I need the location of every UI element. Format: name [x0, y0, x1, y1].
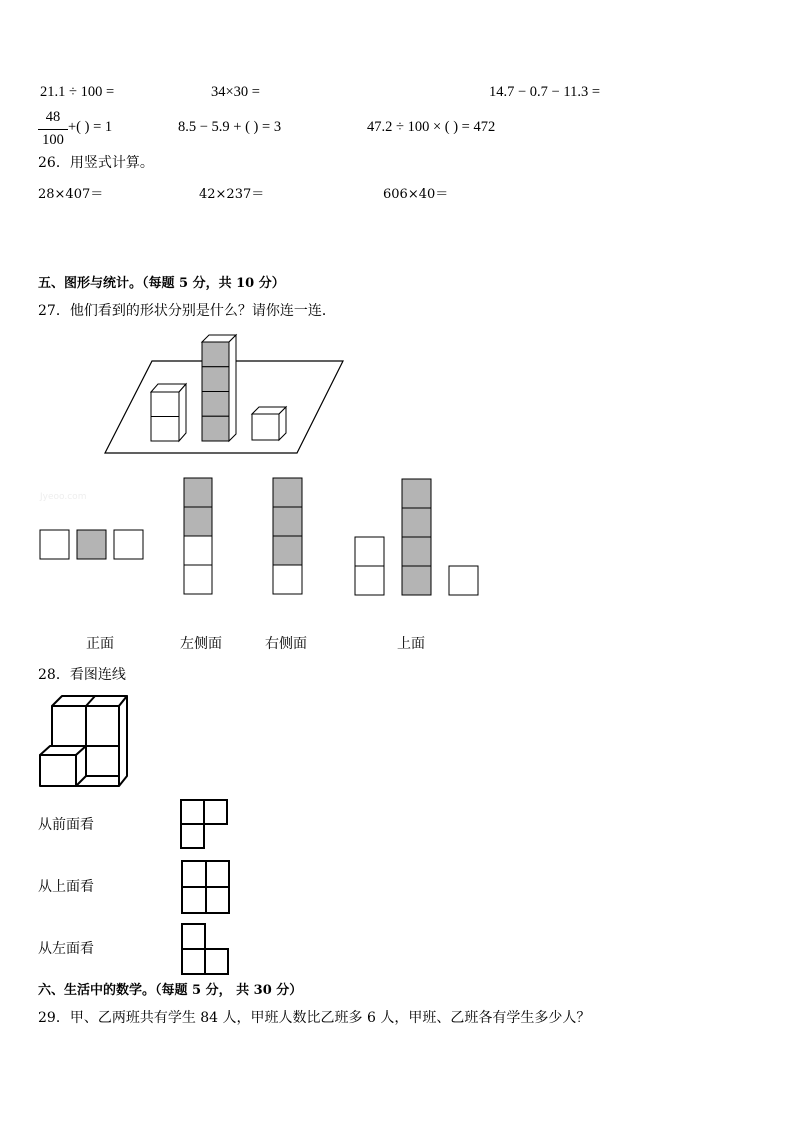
label-view-from-front: 从前面看 — [38, 817, 94, 833]
view-option-b — [184, 478, 212, 594]
expr-8-5-minus-5-9: 8.5 − 5.9 + ( ) = 3 — [178, 119, 282, 135]
label-view-from-left: 从左面看 — [38, 941, 94, 957]
view-option-d — [355, 479, 478, 595]
view-option-c — [273, 478, 302, 594]
watermark: Jyeoo.com — [40, 492, 87, 502]
question-28-3d-figure — [40, 696, 127, 786]
question-26-title: 26．用竖式计算。 — [38, 155, 154, 171]
expr-47-2-div-100: 47.2 ÷ 100 × ( ) = 472 — [367, 119, 496, 135]
section-6-heading: 六、生活中的数学。（每题 5 分， 共 30 分） — [38, 983, 303, 998]
q28-view-option-3 — [182, 924, 228, 974]
label-view-from-top: 从上面看 — [38, 879, 94, 895]
expr-34-times-30: 34×30 = — [211, 84, 260, 100]
four-cube-stack — [202, 335, 236, 441]
question-29-title: 29．甲、乙两班共有学生 84 人，甲班人数比乙班多 6 人，甲班、乙班各有学生多少人？ — [38, 1010, 591, 1026]
label-left-side-view: 左侧面 — [180, 636, 222, 652]
expr-28-times-407: 28×407＝ — [38, 187, 104, 202]
view-option-a — [40, 530, 143, 559]
expr-14-7-minus: 14.7 − 0.7 − 11.3 = — [489, 84, 600, 100]
label-right-side-view: 右侧面 — [265, 636, 307, 652]
fraction-denominator: 100 — [42, 132, 64, 148]
expr-21-1-div-100: 21.1 ÷ 100 = — [40, 84, 115, 100]
expr-606-times-40: 606×40＝ — [383, 187, 449, 202]
fraction-numerator: 48 — [45, 109, 61, 125]
q28-view-option-1 — [181, 800, 227, 848]
expr-42-times-237: 42×237＝ — [199, 187, 265, 202]
label-front-view: 正面 — [86, 636, 114, 652]
q28-view-option-2 — [182, 861, 229, 913]
question-28-title: 28．看图连线 — [38, 667, 126, 683]
two-cube-stack — [151, 384, 186, 441]
section-5-heading: 五、图形与统计。（每题 5 分，共 10 分） — [38, 276, 285, 291]
expr-fraction-blank: +( ) = 1 — [68, 119, 113, 135]
single-cube — [252, 407, 286, 440]
label-top-view: 上面 — [397, 636, 425, 652]
question-27-title: 27．他们看到的形状分别是什么？请你连一连． — [38, 303, 336, 319]
